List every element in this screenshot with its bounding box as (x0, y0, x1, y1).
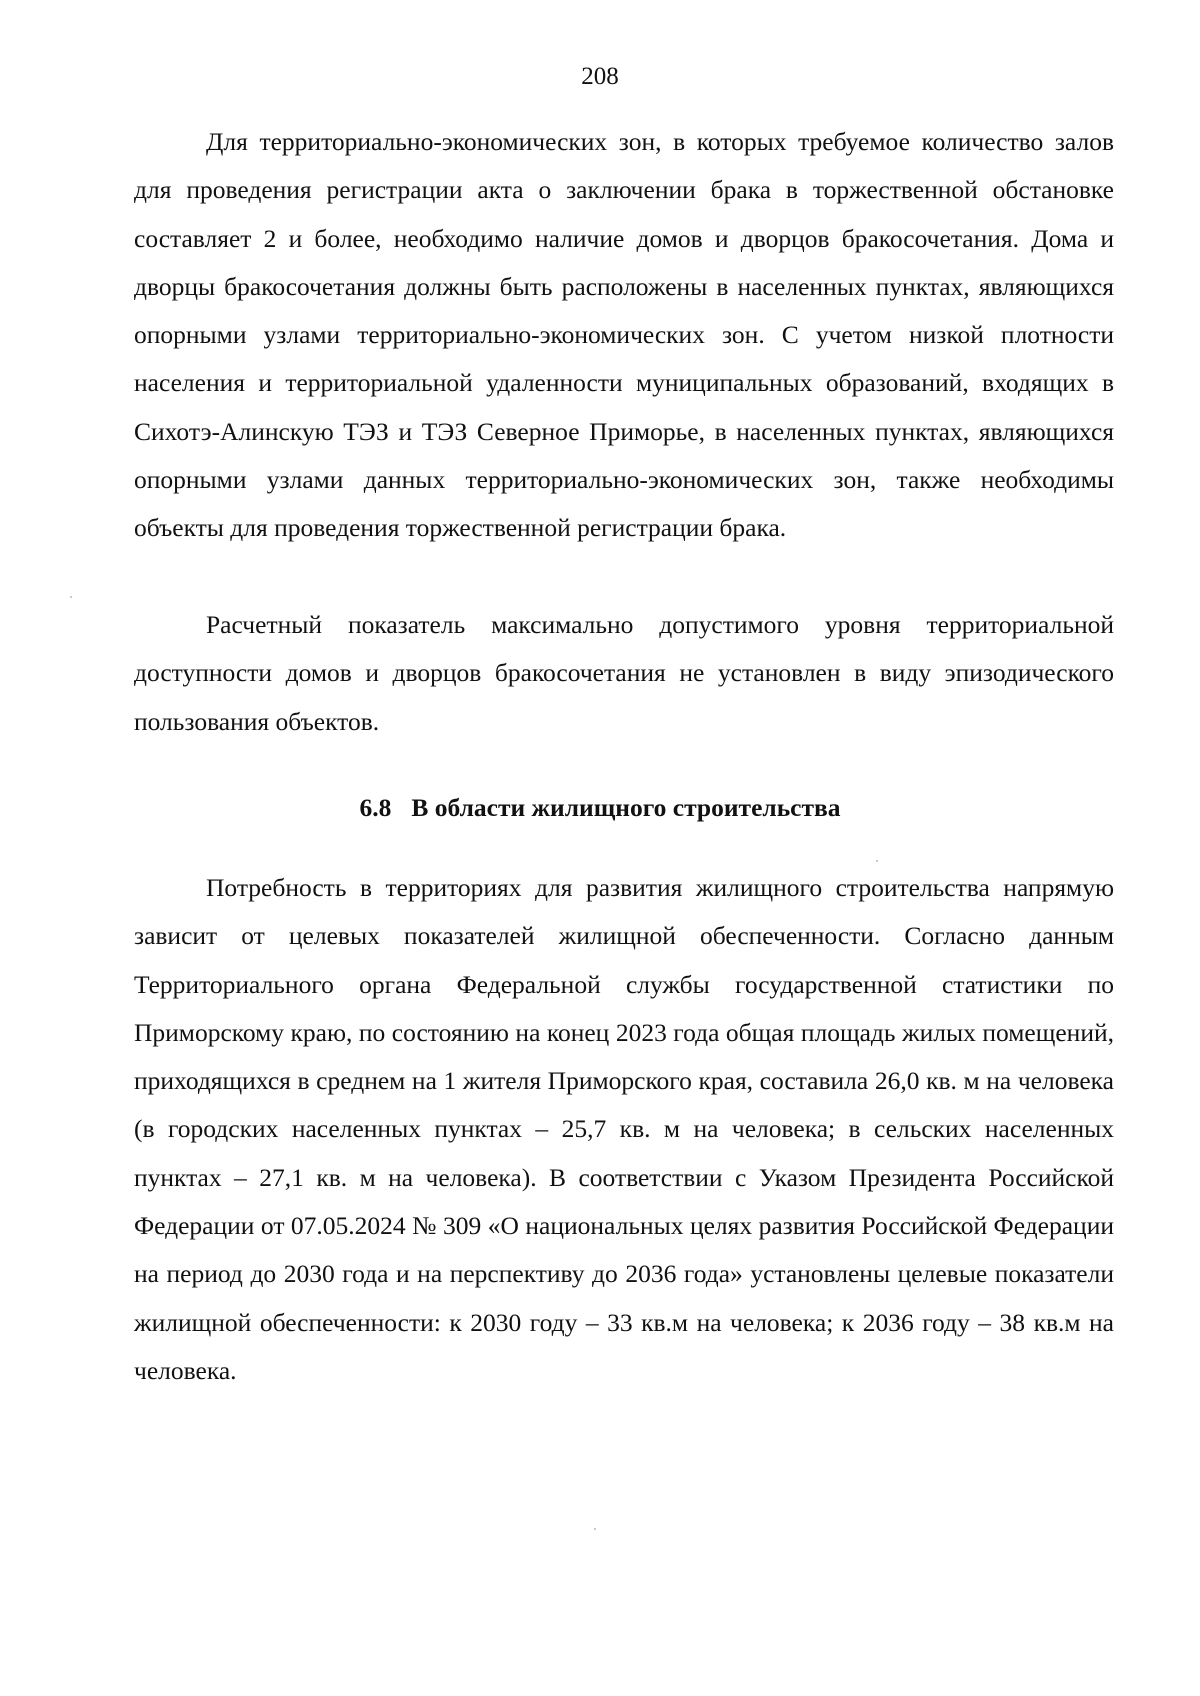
section-title: В области жилищного строительства (411, 793, 841, 822)
paragraph-accessibility-indicator: Расчетный показатель максимально допустимого уровня территориальной доступности домов и дворцов бракосочетания не установлен в виду эпизодического пользования объектов. (134, 610, 1114, 736)
section-heading (0, 792, 1200, 824)
paragraph-marriage-halls: Для территориально-экономических зон, в которых требуемое количество залов для проведения регистрации акта о заключении брака в торжественной обстановке составляет 2 и более, необходимо наличие домов и дворцов бракосочетания. Дома и дворцы бракосочетания должны быть расположены в населенных пунктах, являющихся опорными узлами территориально-экономических зон. С учетом низкой плотности населения и территориальной удаленности муниципальных образований, входящих в Сихотэ-Алинскую ТЭЗ и ТЭЗ Северное Приморье, в населенных пунктах, являющихся опорными узлами данных территориально-экономических зон, также необходимы объекты для проведения торжественной регистрации брака. (134, 127, 1114, 543)
scan-speck (594, 1528, 596, 1530)
paragraph-housing-construction: Потребность в территориях для развития жилищного строительства напрямую зависит от целевых показателей жилищной обеспеченности. Согласно данным Территориального органа Федеральной службы государственной статистики по Приморскому краю, по состоянию на конец 2023 года общая площадь жилых помещений, приходящихся в среднем на 1 жителя Приморского края, составила 26,0 кв. м на человека (в городских населенных пунктах – 25,7 кв. м на человека; в сельских населенных пунктах – 27,1 кв. м на человека). В соответствии с Указом Президента Российской Федерации от 07.05.2024 № 309 «О национальных целях развития Российской Федерации на период до 2030 года и на перспективу до 2036 года» установлены целевые показатели жилищной обеспеченности: к 2030 году – 33 кв.м на человека; к 2036 году – 38 кв.м на человека. (134, 873, 1114, 1385)
page-number: 208 (581, 63, 619, 90)
scan-speck (70, 596, 72, 598)
scan-speck (876, 860, 878, 862)
section-number: 6.8 (359, 793, 392, 822)
